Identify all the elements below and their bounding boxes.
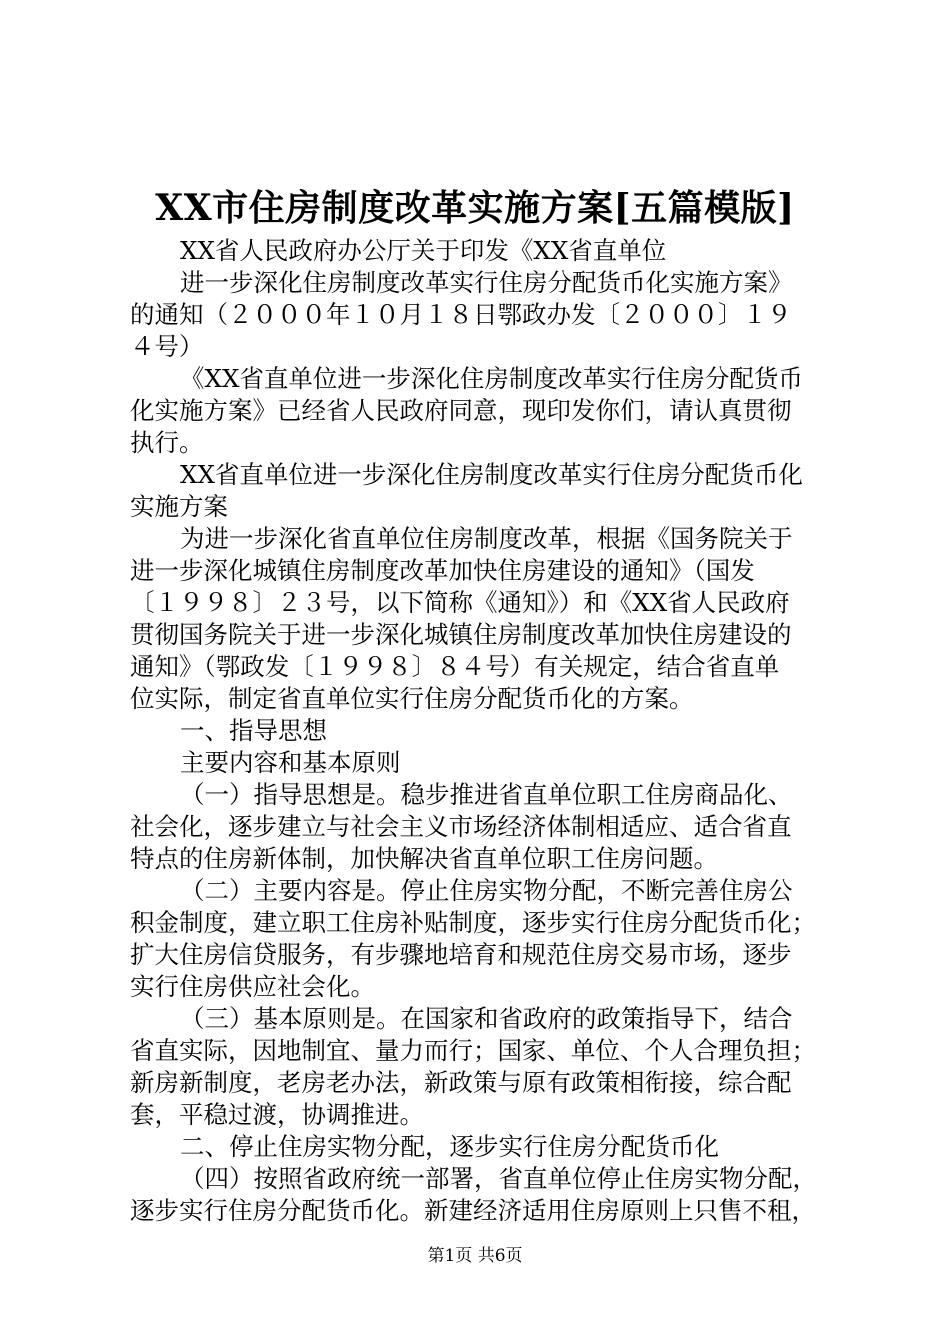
text-line: 社会化，逐步建立与社会主义市场经济体制相适应、适合省直 [130,812,792,841]
text-line: XX省直单位进一步深化住房制度改革实行住房分配货币化 [180,460,803,489]
text-line: （四）按照省政府统一部署，省直单位停止住房实物分配， [180,1164,817,1193]
page-footer: 第1页 共6页 [427,1246,523,1266]
text-line: （一）指导思想是。稳步推进省直单位职工住房商品化、 [180,780,793,809]
text-line: （三）基本原则是。在国家和省政府的政策指导下，结合 [180,1004,793,1033]
text-line: 化实施方案》已经省人民政府同意，现印发你们，请认真贯彻 [130,396,792,425]
text-line: 新房新制度，老房老办法，新政策与原有政策相衔接，综合配 [130,1068,792,1097]
text-line: 扩大住房信贷服务，有步骤地培育和规范住房交易市场，逐步 [130,940,792,969]
text-line: 贯彻国务院关于进一步深化城镇住房制度改革加快住房建设的 [130,620,792,649]
text-line: 为进一步深化省直单位住房制度改革，根据《国务院关于 [180,524,793,553]
text-line: XX省人民政府办公厅关于印发《XX省直单位 [180,236,667,265]
text-line: ４号） [130,332,204,361]
text-line: 实行住房供应社会化。 [130,972,375,1001]
text-line: 《XX省直单位进一步深化住房制度改革实行住房分配货币 [180,364,803,393]
text-line: 特点的住房新体制，加快解决省直单位职工住房问题。 [130,844,718,873]
text-line: 逐步实行住房分配货币化。新建经济适用住房原则上只售不租， [130,1196,816,1225]
text-line: （二）主要内容是。停止住房实物分配，不断完善住房公 [180,876,793,905]
text-line: 省直实际，因地制宜、量力而行；国家、单位、个人合理负担； [130,1036,816,1065]
section-heading: 主要内容和基本原则 [180,748,401,777]
text-line: 套，平稳过渡，协调推进。 [130,1100,424,1129]
text-line: 位实际，制定省直单位实行住房分配货币化的方案。 [130,684,694,713]
text-line: 〔１９９８〕２３号，以下简称《通知》）和《XX省人民政府 [130,588,790,617]
text-line: 的通知（２０００年１０月１８日鄂政办发〔２０００〕１９ [130,300,792,329]
section-heading: 二、停止住房实物分配，逐步实行住房分配货币化 [180,1132,719,1161]
text-line: 实施方案 [130,492,228,521]
text-line: 进一步深化住房制度改革实行住房分配货币化实施方案》 [180,268,793,297]
section-heading: 一、指导思想 [180,716,327,745]
document-title: XX市住房制度改革实施方案[五篇模版] [155,187,795,229]
text-line: 积金制度，建立职工住房补贴制度，逐步实行住房分配货币化； [130,908,816,937]
text-line: 执行。 [130,428,204,457]
text-line: 通知》（鄂政发〔１９９８〕８４号）有关规定，结合省直单 [130,652,780,681]
text-line: 进一步深化城镇住房制度改革加快住房建设的通知》（国发 [130,556,755,585]
